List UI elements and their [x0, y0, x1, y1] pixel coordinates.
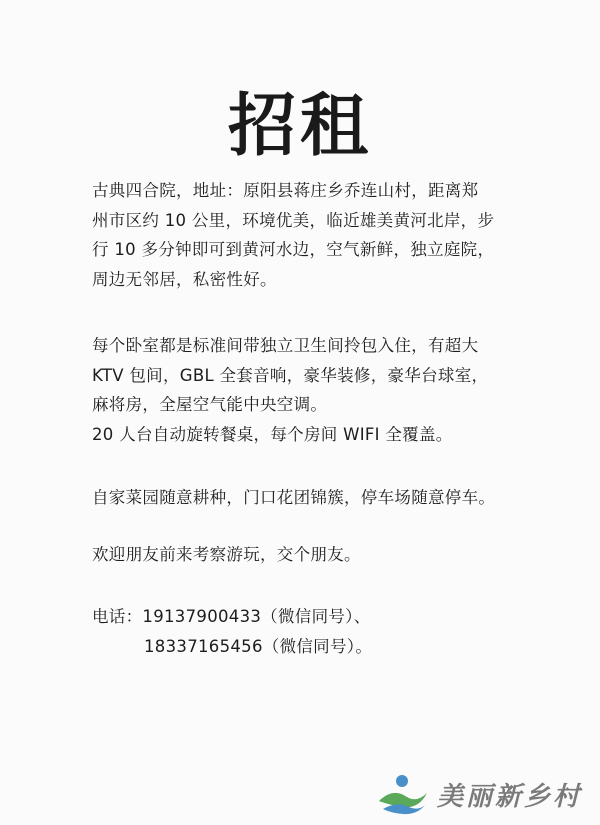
paragraph-facilities	[92, 331, 532, 449]
text-line: 周边无邻居，私密性好。	[92, 269, 277, 289]
phone-label: 电话：	[92, 607, 143, 626]
paragraph-welcome	[92, 540, 532, 570]
phone-row-2	[92, 632, 532, 662]
text-line: 欢迎朋友前来考察游玩，交个朋友。	[92, 545, 361, 564]
text-line: 自家菜园随意耕种，门口花团锦簇，停车场随意停车。	[92, 488, 496, 507]
phone-number-2: 18337165456（微信同号）。	[144, 636, 373, 656]
paragraph-garden	[92, 483, 532, 513]
text-line: KTV 包间，GBL 全套音响，豪华装修，豪华台球室，	[92, 365, 489, 385]
watermark	[373, 771, 582, 817]
village-logo-icon	[373, 771, 431, 817]
text-line: 古典四合院，地址：原阳县蒋庄乡乔连山村，距离郑	[92, 181, 479, 200]
phone-number-1: 19137900433（微信同号）、	[142, 607, 371, 626]
text-line: 每个卧室都是标准间带独立卫生间拎包入住，有超大	[92, 336, 479, 355]
notice-title: 招租	[227, 86, 372, 166]
paragraph-location	[92, 176, 532, 294]
text-line: 州市区约 10 公里，环境优美，临近雄美黄河北岸，步	[92, 210, 495, 230]
watermark-text: 美丽新乡村	[436, 781, 582, 812]
contact-block	[92, 602, 532, 661]
phone-row-1	[92, 602, 532, 632]
text-line: 20 人台自动旋转餐桌，每个房间 WIFI 全覆盖。	[92, 424, 453, 444]
text-line: 行 10 多分钟即可到黄河水边，空气新鲜，独立庭院，	[92, 240, 495, 259]
text-line: 麻将房，全屋空气能中央空调。	[92, 395, 328, 414]
